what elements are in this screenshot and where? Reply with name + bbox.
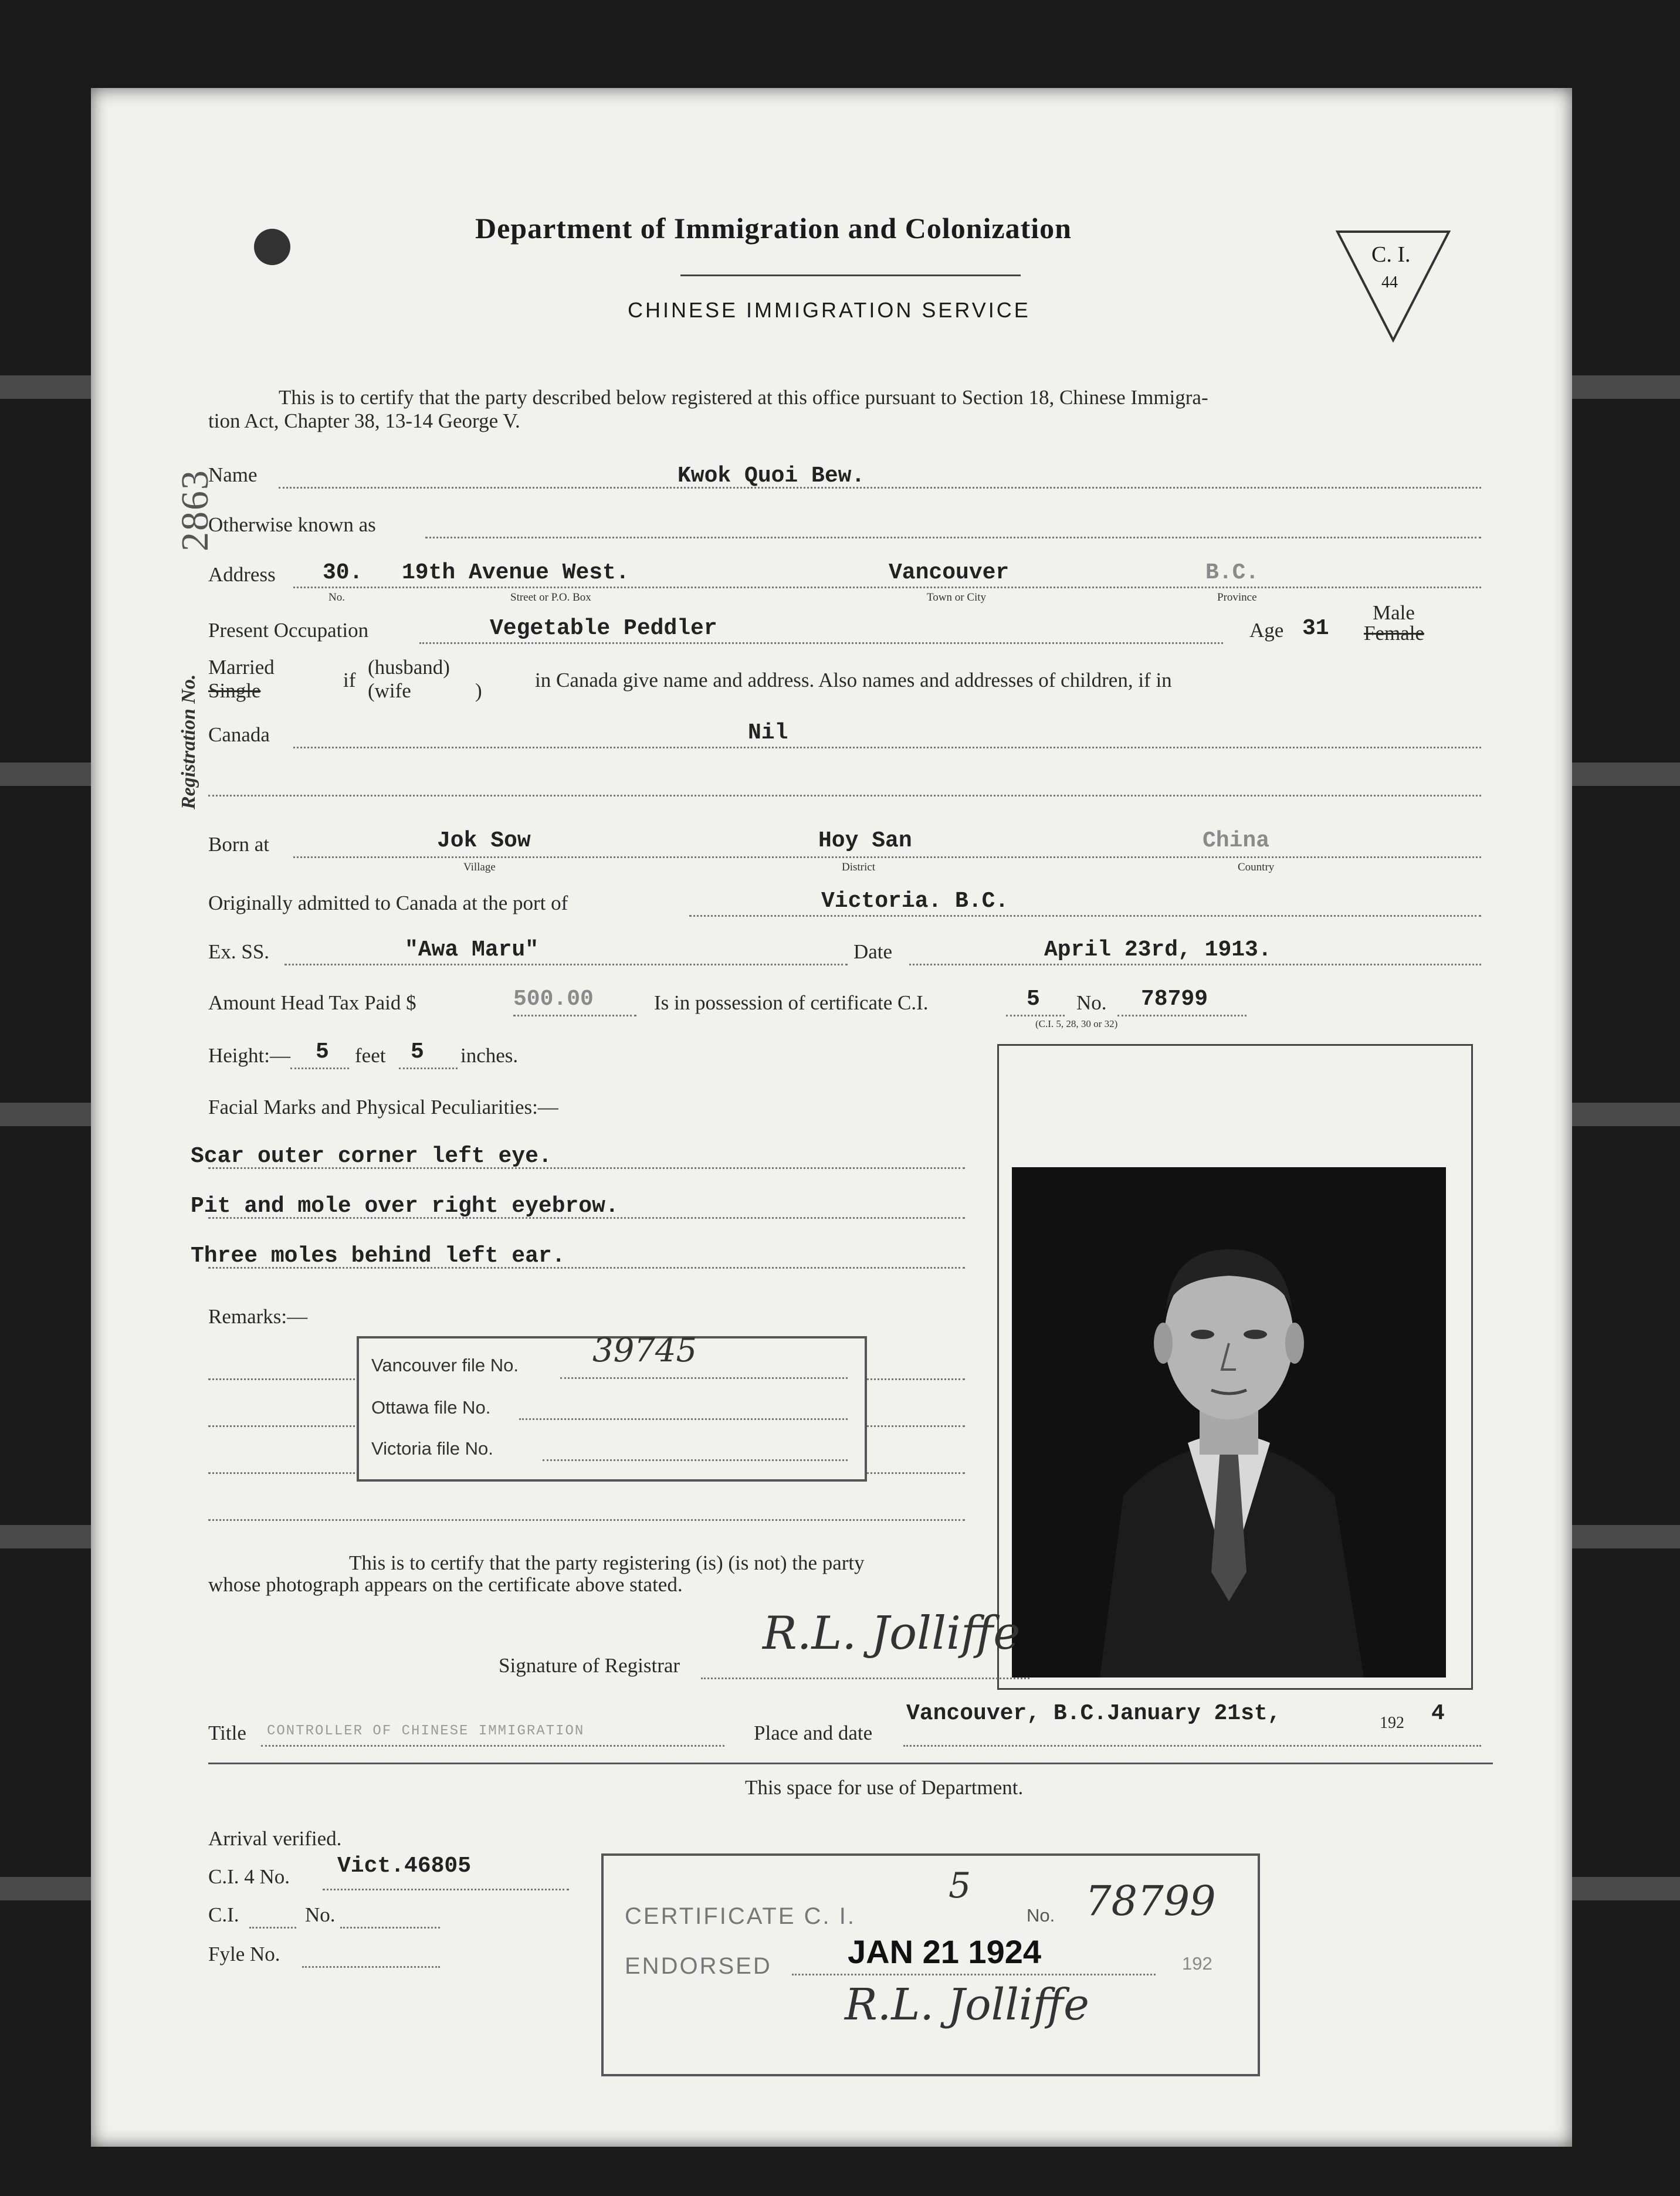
date-line bbox=[909, 964, 1481, 965]
address-sub-no: No. bbox=[328, 591, 345, 604]
ci-label: C.I. bbox=[208, 1903, 239, 1926]
fyle-line bbox=[302, 1966, 440, 1968]
inches-label: inches. bbox=[460, 1044, 519, 1067]
certify-line-1: This is to certify that the party registering (is) (is not) the party bbox=[349, 1551, 865, 1574]
registration-certificate bbox=[91, 88, 1572, 2147]
title-label: Title bbox=[208, 1721, 246, 1744]
name-value: Kwok Quoi Bew. bbox=[678, 463, 865, 489]
wife-label: (wife bbox=[368, 679, 411, 702]
ci4-line bbox=[323, 1889, 569, 1890]
ci-no-bottom: No. bbox=[305, 1903, 336, 1926]
ci-sub-label: (C.I. 5, 28, 30 or 32) bbox=[1035, 1018, 1118, 1029]
born-sub-district: District bbox=[842, 861, 875, 873]
marks-label: Facial Marks and Physical Peculiarities:— bbox=[208, 1096, 558, 1119]
name-label: Name bbox=[208, 463, 258, 486]
occupation-line bbox=[419, 642, 1223, 644]
address-sub-street: Street or P.O. Box bbox=[510, 591, 591, 604]
ottawa-file-line bbox=[519, 1418, 848, 1420]
date-label: Date bbox=[853, 940, 893, 963]
born-sub-village: Village bbox=[463, 861, 496, 873]
port-value: Victoria. B.C. bbox=[821, 889, 1009, 914]
header-rule bbox=[680, 274, 1021, 276]
ci-no-line bbox=[1117, 1015, 1247, 1016]
address-label: Address bbox=[208, 563, 276, 586]
age-value: 31 bbox=[1302, 616, 1329, 641]
height-inches: 5 bbox=[411, 1039, 424, 1065]
mark2-value: Pit and mole over right eyebrow. bbox=[191, 1194, 619, 1219]
headtax-label: Amount Head Tax Paid $ bbox=[208, 991, 416, 1014]
victoria-file-line bbox=[543, 1459, 848, 1461]
stamp-cert-ci: 5 bbox=[949, 1865, 971, 1906]
stamp-date: JAN 21 1924 bbox=[848, 1933, 1042, 1970]
mark1-value: Scar outer corner left eye. bbox=[191, 1144, 552, 1169]
husband-label: (husband) bbox=[368, 656, 450, 679]
place-value: Vancouver, B.C.January 21st, bbox=[906, 1701, 1281, 1726]
born-village: Jok Sow bbox=[437, 828, 531, 853]
intro-line-1: This is to certify that the party described below registered at this office pursuant to Section 18, Chinese Immigra- bbox=[279, 386, 1208, 409]
exss-line bbox=[284, 964, 848, 965]
headtax-line bbox=[513, 1015, 636, 1016]
ci-line bbox=[1006, 1015, 1065, 1016]
remarks-line-4 bbox=[208, 1519, 965, 1521]
stamp-no-label: No. bbox=[1027, 1905, 1055, 1926]
feet-label: feet bbox=[355, 1044, 386, 1067]
address-province: B.C. bbox=[1205, 560, 1259, 585]
stamp-cert-no: 78799 bbox=[1085, 1877, 1216, 1925]
ci4-value: Vict.46805 bbox=[337, 1853, 472, 1879]
title-value: CONTROLLER OF CHINESE IMMIGRATION bbox=[267, 1723, 585, 1739]
signature-label: Signature of Registrar bbox=[499, 1654, 680, 1677]
age-label: Age bbox=[1249, 619, 1284, 642]
vancouver-file-label: Vancouver file No. bbox=[371, 1355, 519, 1375]
canada-label: Canada bbox=[208, 723, 270, 746]
punch-hole bbox=[254, 229, 290, 265]
wife-paren: ) bbox=[475, 679, 482, 702]
mark3-value: Three moles behind left ear. bbox=[191, 1243, 565, 1269]
stamp-signature: R.L. Jolliffe bbox=[845, 1980, 1089, 2030]
intro-line-2: tion Act, Chapter 38, 13-14 George V. bbox=[208, 409, 520, 432]
born-district: Hoy San bbox=[818, 828, 912, 853]
ci-line-bottom bbox=[249, 1927, 296, 1929]
if-label: if bbox=[343, 669, 356, 692]
address-number: 30. bbox=[323, 560, 363, 585]
stamp-endorsed-label: ENDORSED bbox=[625, 1953, 772, 1979]
canada-value: Nil bbox=[748, 720, 788, 745]
ci4-label: C.I. 4 No. bbox=[208, 1865, 290, 1888]
port-line bbox=[689, 915, 1481, 917]
ci-value: 5 bbox=[1027, 987, 1040, 1012]
registration-number: 2863 bbox=[174, 469, 216, 551]
occupation-label: Present Occupation bbox=[208, 619, 369, 642]
married-label: Married bbox=[208, 656, 275, 679]
place-line bbox=[903, 1745, 1481, 1747]
born-label: Born at bbox=[208, 833, 270, 856]
sex-male: Male bbox=[1373, 601, 1415, 624]
place-label: Place and date bbox=[754, 1721, 873, 1744]
otherwise-line bbox=[425, 537, 1481, 538]
ottawa-file-label: Ottawa file No. bbox=[371, 1397, 491, 1418]
form-code-number: 44 bbox=[1381, 273, 1398, 292]
department-title: Department of Immigration and Colonization bbox=[475, 212, 1072, 245]
name-line bbox=[279, 487, 1481, 489]
service-title: CHINESE IMMIGRATION SERVICE bbox=[628, 298, 1031, 322]
possession-label: Is in possession of certificate C.I. bbox=[654, 991, 929, 1014]
canada-line-2 bbox=[208, 795, 1481, 797]
height-label: Height:— bbox=[208, 1044, 290, 1067]
registrar-signature: R.L. Jolliffe bbox=[763, 1607, 1021, 1660]
signature-line bbox=[701, 1678, 1029, 1679]
date-value: April 23rd, 1913. bbox=[1044, 937, 1272, 963]
registration-label: Registration No. bbox=[178, 674, 199, 809]
born-line bbox=[293, 856, 1481, 858]
address-sub-province: Province bbox=[1217, 591, 1257, 604]
victoria-file-label: Victoria file No. bbox=[371, 1438, 493, 1459]
height-feet: 5 bbox=[316, 1039, 329, 1065]
port-label: Originally admitted to Canada at the port of bbox=[208, 892, 568, 914]
department-use-label: This space for use of Department. bbox=[745, 1776, 1024, 1799]
registrant-photograph bbox=[1012, 1167, 1446, 1678]
remarks-label: Remarks:— bbox=[208, 1305, 308, 1328]
exss-value: "Awa Maru" bbox=[405, 937, 539, 963]
ci-no-line-bottom bbox=[340, 1927, 440, 1929]
height-inches-line bbox=[399, 1068, 458, 1069]
canada-line bbox=[293, 747, 1481, 748]
headtax-value: 500.00 bbox=[513, 987, 594, 1012]
otherwise-label: Otherwise known as bbox=[208, 513, 376, 536]
address-line bbox=[293, 587, 1481, 588]
ci-no-value: 78799 bbox=[1141, 987, 1208, 1012]
born-country: China bbox=[1203, 828, 1270, 853]
ci-no-label: No. bbox=[1076, 991, 1107, 1014]
address-sub-city: Town or City bbox=[927, 591, 987, 604]
certify-line-2: whose photograph appears on the certificate above stated. bbox=[208, 1573, 683, 1596]
fyle-label: Fyle No. bbox=[208, 1943, 280, 1965]
year-suffix: 4 bbox=[1431, 1701, 1445, 1726]
form-code-ci: C. I. bbox=[1371, 242, 1411, 267]
address-city: Vancouver bbox=[889, 560, 1010, 585]
exss-label: Ex. SS. bbox=[208, 940, 270, 963]
stamp-cert-label: CERTIFICATE C. I. bbox=[625, 1903, 856, 1929]
vancouver-file-line bbox=[560, 1377, 848, 1379]
single-struck: Single bbox=[208, 679, 261, 702]
occupation-value: Vegetable Peddler bbox=[490, 616, 717, 641]
sex-female-struck: Female bbox=[1364, 622, 1425, 645]
arrival-verified: Arrival verified. bbox=[208, 1827, 342, 1850]
canada-instructions: in Canada give name and address. Also names and addresses of children, if in bbox=[535, 669, 1172, 692]
stamp-year-print: 192 bbox=[1182, 1953, 1212, 1974]
vancouver-file-value: 39745 bbox=[592, 1331, 697, 1370]
title-line bbox=[261, 1745, 724, 1747]
stamp-endorsed-line bbox=[792, 1974, 1156, 1975]
address-street: 19th Avenue West. bbox=[402, 560, 629, 585]
year-prefix: 192 bbox=[1380, 1714, 1404, 1732]
born-sub-country: Country bbox=[1238, 861, 1275, 873]
department-rule bbox=[208, 1763, 1493, 1764]
height-feet-line bbox=[290, 1068, 349, 1069]
